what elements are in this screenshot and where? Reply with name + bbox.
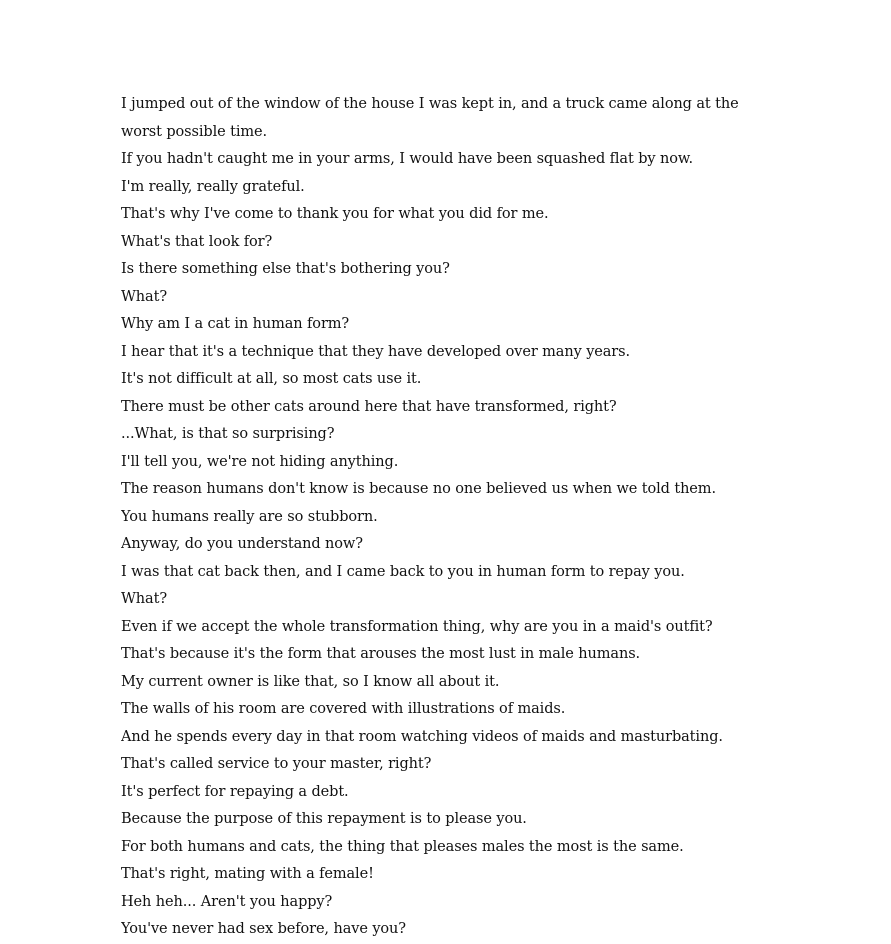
text-line: Is there something else that's bothering you? [121, 261, 450, 277]
text-line: It's not difficult at all, so most cats use it. [121, 371, 422, 387]
text-line: worst possible time. [121, 123, 267, 140]
text-line: It's perfect for repaying a debt. [121, 783, 349, 800]
text-line: That's why I've come to thank you for what you did for me. [121, 206, 549, 222]
text-line: I jumped out of the window of the house I was kept in, and a truck came along at the [121, 96, 739, 112]
text-line: Heh heh... Aren't you happy? [121, 893, 333, 910]
text-line: And he spends every day in that room watching videos of maids and masturbating. [121, 728, 723, 745]
text-line: That's right, mating with a female! [121, 866, 374, 882]
text-line: There must be other cats around here that have transformed, right? [121, 398, 617, 415]
text-line: I was that cat back then, and I came back to you in human form to repay you. [121, 563, 685, 580]
text-line: If you hadn't caught me in your arms, I would have been squashed flat by now. [121, 151, 693, 167]
document-text [121, 91, 781, 944]
text-line: What? [121, 288, 167, 305]
text-line: The walls of his room are covered with illustrations of maids. [121, 701, 566, 717]
text-line: ...What, is that so surprising? [121, 426, 335, 442]
text-line: Even if we accept the whole transformation thing, why are you in a maid's outfit? [121, 618, 713, 635]
text-line: For both humans and cats, the thing that pleases males the most is the same. [121, 838, 684, 855]
text-line: That's called service to your master, right? [121, 756, 432, 772]
text-line: I hear that it's a technique that they have developed over many years. [121, 343, 630, 360]
text-line: I'll tell you, we're not hiding anything. [121, 453, 399, 470]
text-line: You've never had sex before, have you? [121, 921, 406, 937]
text-line: My current owner is like that, so I know all about it. [121, 673, 500, 690]
text-line: You humans really are so stubborn. [121, 508, 378, 525]
text-line: Because the purpose of this repayment is to please you. [121, 811, 527, 827]
text-line: I'm really, really grateful. [121, 178, 305, 195]
text-line: What's that look for? [121, 233, 273, 250]
text-line: The reason humans don't know is because no one believed us when we told them. [121, 481, 716, 497]
text-line: Anyway, do you understand now? [121, 536, 363, 552]
text-line: Why am I a cat in human form? [121, 316, 350, 332]
text-line: That's because it's the form that arouses the most lust in male humans. [121, 646, 641, 662]
text-line: What? [121, 591, 167, 607]
